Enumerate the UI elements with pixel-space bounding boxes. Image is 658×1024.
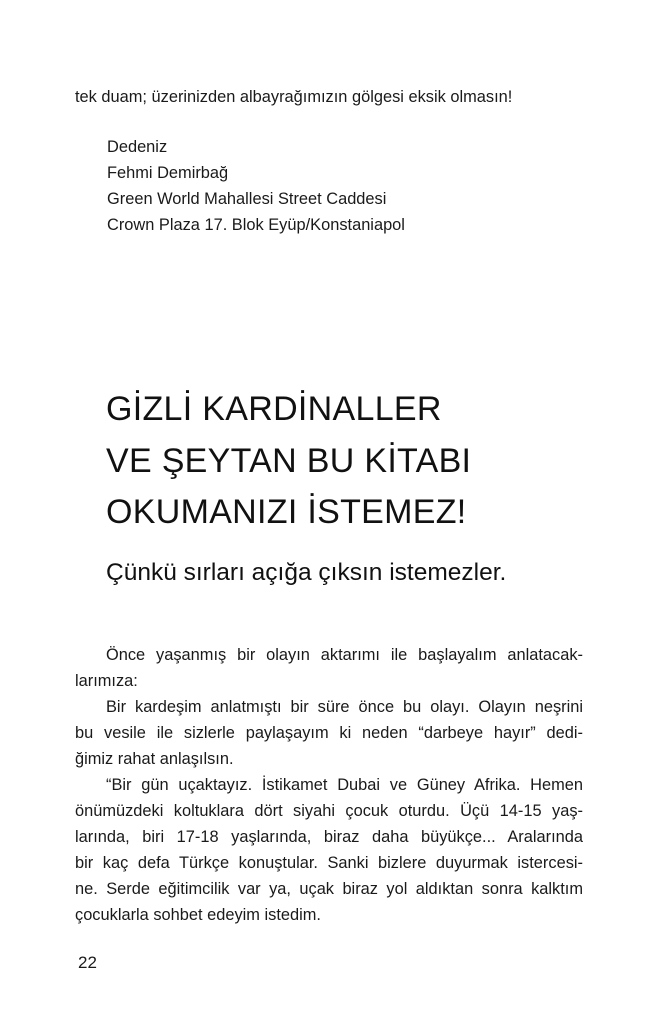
chapter-title-line-2: VE ŞEYTAN BU KİTABI [106, 441, 472, 480]
page-number: 22 [78, 953, 97, 972]
body-text [75, 642, 583, 928]
chapter-title [106, 384, 471, 539]
signature-address-street: Green World Mahallesi Street Caddesi [107, 190, 387, 208]
signature-block [107, 134, 405, 238]
body-line: Bir kardeşim anlatmıştı bir süre önce bu olayı. Olayın neşrini [106, 698, 583, 716]
signature-address-city: Crown Plaza 17. Blok Eyüp/Konstaniapol [107, 216, 405, 234]
body-line: larımıza: [75, 672, 138, 690]
chapter-title-line-1: GİZLİ KARDİNALLER [106, 390, 442, 428]
body-line: önümüzdeki koltuklara dört siyahi çocuk oturdu. Üçü 14-15 yaş- [75, 802, 583, 820]
body-line: ne. Serde eğitimcilik var ya, uçak biraz yol aldıktan sonra kalktım [75, 880, 583, 898]
body-line: larında, biri 17-18 yaşlarında, biraz daha büyükçe... Aralarında [75, 828, 583, 846]
chapter-title-line-3: OKUMANIZI İSTEMEZ! [106, 493, 467, 531]
signature-closing: Dedeniz [107, 138, 168, 156]
signature-name: Fehmi Demirbağ [107, 164, 229, 182]
body-line: “Bir gün uçaktayız. İstikamet Dubai ve Güney Afrika. Hemen [106, 776, 583, 794]
chapter-subtitle: Çünkü sırları açığa çıksın istemezler. [106, 559, 507, 586]
body-line: Önce yaşanmış bir olayın aktarımı ile başlayalım anlatacak- [106, 646, 583, 664]
body-line: bu vesile ile sizlerle paylaşayım ki neden “darbeye hayır” dedi- [75, 724, 583, 742]
body-line: çocuklarla sohbet edeyim istedim. [75, 906, 321, 924]
body-line: bir kaç defa Türkçe konuştular. Sanki bizlere duyurmak istercesi- [75, 854, 583, 872]
body-line: ğimiz rahat anlaşılsın. [75, 750, 234, 768]
closing-wish-text: tek duam; üzerinizden albayrağımızın gölgesi eksik olmasın! [75, 88, 513, 106]
closing-wish-line [75, 84, 583, 110]
